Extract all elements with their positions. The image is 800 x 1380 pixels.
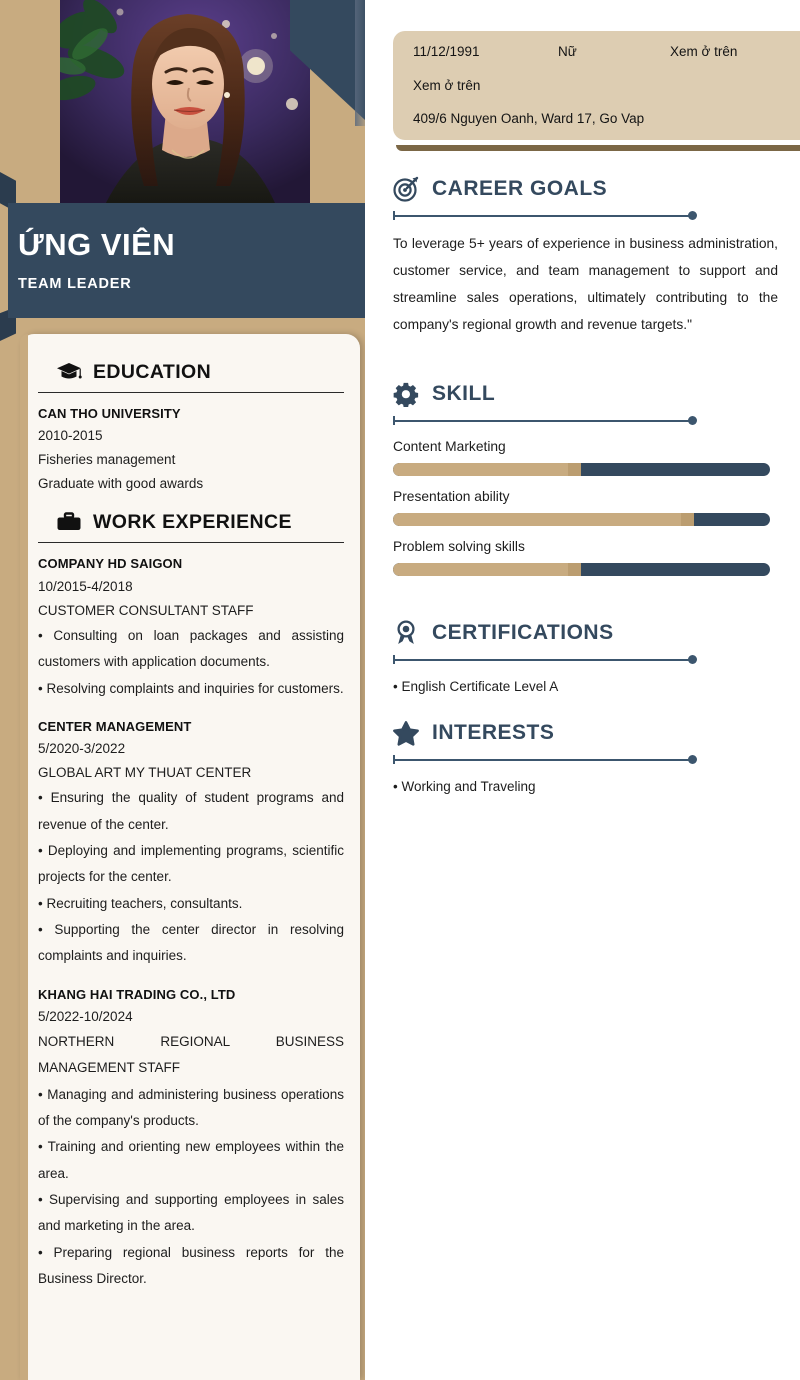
contact-info-box xyxy=(393,31,800,140)
gear-icon xyxy=(393,381,419,407)
work-bullet: • Recruiting teachers, consultants. xyxy=(38,895,243,911)
education-divider xyxy=(38,392,344,393)
star-icon xyxy=(393,720,419,746)
section-certifications xyxy=(393,620,778,698)
work-title: WORK EXPERIENCE xyxy=(93,510,292,533)
skill-item xyxy=(393,439,778,476)
skill-label: Presentation ability xyxy=(393,489,510,504)
right-column xyxy=(365,0,800,1380)
work-org: CENTER MANAGEMENT xyxy=(38,718,192,734)
work-dates: 5/2020-3/2022 xyxy=(38,741,126,757)
skill-progress-fill xyxy=(393,463,574,476)
work-position: GLOBAL ART MY THUAT CENTER xyxy=(38,765,252,781)
work-dates: 5/2022-10/2024 xyxy=(38,1008,133,1024)
interests-heading xyxy=(393,720,778,746)
skill-title: SKILL xyxy=(432,382,496,405)
work-bullet: • Managing and administering business operations of the company's products. xyxy=(38,1086,344,1128)
skill-progress-fill xyxy=(393,513,687,526)
skill-item xyxy=(393,489,778,526)
section-skill xyxy=(393,381,778,576)
portrait-photo xyxy=(60,0,310,215)
work-org: COMPANY HD SAIGON xyxy=(38,556,183,572)
contact-address: 409/6 Nguyen Oanh, Ward 17, Go Vap xyxy=(413,111,645,126)
skill-progress-bar xyxy=(393,463,770,476)
work-bullet: • Supporting the center director in resolving complaints and inquiries. xyxy=(38,921,344,964)
education-years: 2010-2015 xyxy=(38,428,103,444)
work-org: KHANG HAI TRADING CO., LTD xyxy=(38,986,236,1002)
section-education xyxy=(38,360,344,496)
work-bullet: • Ensuring the quality of student programs and revenue of the center. xyxy=(38,790,344,832)
skill-progress-knob xyxy=(568,463,581,476)
left-content-card xyxy=(20,334,360,1380)
work-entry xyxy=(38,716,344,970)
work-position: CUSTOMER CONSULTANT STAFF xyxy=(38,602,254,618)
skill-progress-bar xyxy=(393,513,770,526)
avatar xyxy=(60,0,310,215)
career-goals-title: CAREER GOALS xyxy=(432,177,608,200)
interests-title: INTERESTS xyxy=(432,721,555,744)
career-goals-heading xyxy=(393,176,778,202)
contact-secondary: Xem ở trên xyxy=(413,78,481,93)
work-bullet: • Resolving complaints and inquiries for customers. xyxy=(38,680,344,696)
skill-progress-knob xyxy=(568,563,581,576)
card-accent-stripe xyxy=(20,334,28,1380)
certifications-title: CERTIFICATIONS xyxy=(432,621,614,644)
job-title: TEAM LEADER xyxy=(18,276,132,292)
education-heading xyxy=(38,360,344,384)
interests-divider xyxy=(393,755,778,765)
work-bullet: • Consulting on loan packages and assisting customers with application documents. xyxy=(38,627,344,670)
contact-gender: Nữ xyxy=(558,44,577,59)
work-bullet: • Preparing regional business reports for the Business Director. xyxy=(38,1244,344,1286)
skill-progress-fill xyxy=(393,563,574,576)
contact-dob: 11/12/1991 xyxy=(413,44,480,59)
work-divider xyxy=(38,542,344,543)
skill-item xyxy=(393,539,778,576)
skill-progress-knob xyxy=(681,513,694,526)
work-position: NORTHERN REGIONAL BUSINESS MANAGEMENT STAFF xyxy=(38,1034,344,1076)
skill-progress-bar xyxy=(393,563,770,576)
work-entry xyxy=(38,984,344,1293)
work-bullet: • Training and orienting new employees within the area. xyxy=(38,1139,344,1181)
work-bullet: • Supervising and supporting employees in sales and marketing in the area. xyxy=(38,1191,344,1234)
contact-row-primary xyxy=(413,44,793,59)
section-career-goals xyxy=(393,176,778,339)
education-entry xyxy=(38,403,344,496)
education-school: CAN THO UNIVERSITY xyxy=(38,406,181,421)
skill-label: Content Marketing xyxy=(393,439,506,454)
certifications-divider xyxy=(393,655,778,665)
certification-item: • English Certificate Level A xyxy=(393,679,559,694)
certifications-heading xyxy=(393,620,778,646)
work-dates: 10/2015-4/2018 xyxy=(38,578,133,594)
work-entry xyxy=(38,553,344,701)
section-interests xyxy=(393,720,778,798)
award-medal-icon xyxy=(393,620,419,646)
skill-label: Problem solving skills xyxy=(393,539,525,554)
page-title: ỨNG VIÊN xyxy=(18,227,176,262)
work-heading xyxy=(38,510,344,534)
career-goals-divider xyxy=(393,211,778,221)
contact-third: Xem ở trên xyxy=(670,44,738,59)
interest-item: • Working and Traveling xyxy=(393,779,536,794)
target-icon xyxy=(393,176,419,202)
education-title: EDUCATION xyxy=(93,360,212,383)
left-column xyxy=(0,0,365,1380)
section-work-experience xyxy=(38,510,344,1292)
skill-divider xyxy=(393,416,778,426)
name-banner xyxy=(8,203,365,318)
education-award: Graduate with good awards xyxy=(38,476,204,492)
career-goals-text: To leverage 5+ years of experience in business administration, customer service, and team management to support and streamline sales operations, ultimately contributing to the company's regional growth and revenue targets." xyxy=(393,236,778,332)
work-bullet: • Deploying and implementing programs, scientific projects for the center. xyxy=(38,842,344,885)
skill-heading xyxy=(393,381,778,407)
graduation-cap-icon xyxy=(56,360,82,384)
contact-box-shadow xyxy=(396,145,800,151)
education-major: Fisheries management xyxy=(38,452,176,468)
briefcase-icon xyxy=(56,510,82,534)
